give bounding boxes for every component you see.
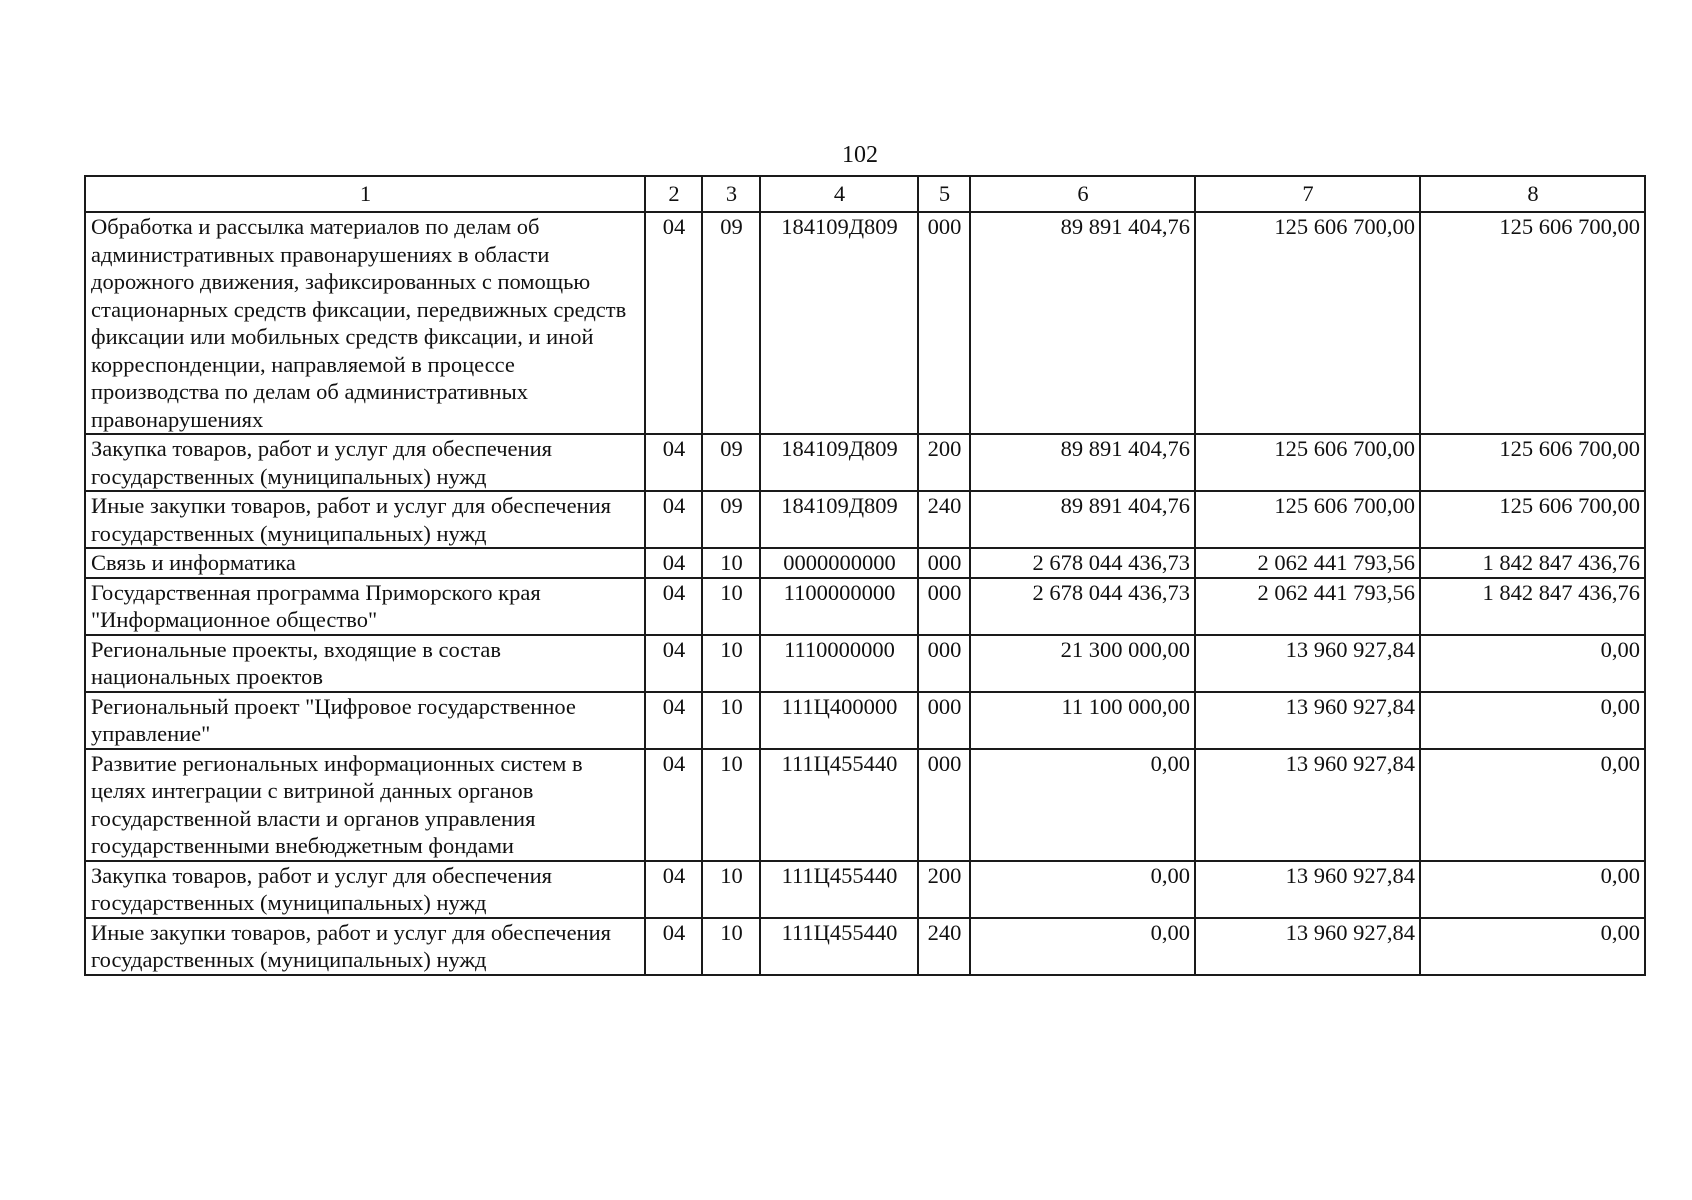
expense-type-cell: 200 <box>918 434 970 491</box>
page-number: 102 <box>842 142 878 168</box>
table-row <box>85 635 1645 692</box>
amount-cell: 89 891 404,76 <box>970 212 1195 434</box>
expense-type-cell: 000 <box>918 212 970 434</box>
target-article-cell: 184109Д809 <box>760 491 918 548</box>
amount-cell: 125 606 700,00 <box>1420 212 1645 434</box>
amount-cell: 13 960 927,84 <box>1195 749 1420 861</box>
expense-type-cell: 200 <box>918 861 970 918</box>
table-row <box>85 749 1645 861</box>
amount-cell: 2 062 441 793,56 <box>1195 578 1420 635</box>
expense-type-cell: 000 <box>918 578 970 635</box>
column-header: 7 <box>1195 176 1420 212</box>
row-name-cell: Развитие региональных информационных систем в целях интеграции с витриной данных органов государственной власти и органов управления государственными внебюджетным фондами <box>85 749 645 861</box>
target-article-cell: 184109Д809 <box>760 212 918 434</box>
section-code-cell: 04 <box>645 434 702 491</box>
amount-cell: 0,00 <box>1420 635 1645 692</box>
row-name-cell: Закупка товаров, работ и услуг для обеспечения государственных (муниципальных) нужд <box>85 434 645 491</box>
row-name-cell: Региональные проекты, входящие в состав национальных проектов <box>85 635 645 692</box>
column-header: 6 <box>970 176 1195 212</box>
table-row <box>85 578 1645 635</box>
amount-cell: 1 842 847 436,76 <box>1420 578 1645 635</box>
section-code-cell: 04 <box>645 548 702 578</box>
amount-cell: 0,00 <box>1420 692 1645 749</box>
expense-type-cell: 000 <box>918 692 970 749</box>
target-article-cell: 111Ц400000 <box>760 692 918 749</box>
amount-cell: 125 606 700,00 <box>1195 434 1420 491</box>
amount-cell: 0,00 <box>1420 749 1645 861</box>
amount-cell: 89 891 404,76 <box>970 434 1195 491</box>
amount-cell: 125 606 700,00 <box>1420 434 1645 491</box>
section-code-cell: 04 <box>645 578 702 635</box>
amount-cell: 2 678 044 436,73 <box>970 578 1195 635</box>
expense-type-cell: 000 <box>918 749 970 861</box>
table-row <box>85 918 1645 975</box>
subsection-code-cell: 10 <box>702 635 760 692</box>
subsection-code-cell: 10 <box>702 548 760 578</box>
subsection-code-cell: 10 <box>702 692 760 749</box>
table-row <box>85 491 1645 548</box>
table-body <box>85 212 1645 975</box>
section-code-cell: 04 <box>645 491 702 548</box>
expense-type-cell: 000 <box>918 548 970 578</box>
amount-cell: 0,00 <box>970 918 1195 975</box>
row-name-cell: Обработка и рассылка материалов по делам об административных правонарушениях в области дорожного движения, зафиксированных с помощью стационарных средств фиксации, передвижных средств фиксации или мобильных средств фиксации, и иной корреспонденции, направляемой в процессе производства по делам об административных правонарушениях <box>85 212 645 434</box>
section-code-cell: 04 <box>645 635 702 692</box>
section-code-cell: 04 <box>645 861 702 918</box>
amount-cell: 0,00 <box>1420 861 1645 918</box>
row-name-cell: Связь и информатика <box>85 548 645 578</box>
target-article-cell: 184109Д809 <box>760 434 918 491</box>
target-article-cell: 0000000000 <box>760 548 918 578</box>
amount-cell: 21 300 000,00 <box>970 635 1195 692</box>
target-article-cell: 111Ц455440 <box>760 749 918 861</box>
subsection-code-cell: 10 <box>702 749 760 861</box>
amount-cell: 13 960 927,84 <box>1195 918 1420 975</box>
expense-type-cell: 240 <box>918 491 970 548</box>
column-header: 8 <box>1420 176 1645 212</box>
column-header: 5 <box>918 176 970 212</box>
section-code-cell: 04 <box>645 212 702 434</box>
row-name-cell: Региональный проект "Цифровое государственное управление" <box>85 692 645 749</box>
table-row <box>85 548 1645 578</box>
amount-cell: 125 606 700,00 <box>1420 491 1645 548</box>
row-name-cell: Государственная программа Приморского края "Информационное общество" <box>85 578 645 635</box>
amount-cell: 0,00 <box>970 749 1195 861</box>
target-article-cell: 111Ц455440 <box>760 918 918 975</box>
row-name-cell: Иные закупки товаров, работ и услуг для обеспечения государственных (муниципальных) нужд <box>85 918 645 975</box>
amount-cell: 125 606 700,00 <box>1195 212 1420 434</box>
subsection-code-cell: 10 <box>702 578 760 635</box>
expense-type-cell: 240 <box>918 918 970 975</box>
amount-cell: 2 678 044 436,73 <box>970 548 1195 578</box>
amount-cell: 1 842 847 436,76 <box>1420 548 1645 578</box>
amount-cell: 2 062 441 793,56 <box>1195 548 1420 578</box>
subsection-code-cell: 09 <box>702 212 760 434</box>
amount-cell: 0,00 <box>970 861 1195 918</box>
table-row <box>85 692 1645 749</box>
target-article-cell: 1100000000 <box>760 578 918 635</box>
subsection-code-cell: 09 <box>702 491 760 548</box>
column-number-row <box>85 176 1645 212</box>
table-row <box>85 861 1645 918</box>
target-article-cell: 1110000000 <box>760 635 918 692</box>
table-row <box>85 434 1645 491</box>
row-name-cell: Иные закупки товаров, работ и услуг для обеспечения государственных (муниципальных) нужд <box>85 491 645 548</box>
table-row <box>85 212 1645 434</box>
subsection-code-cell: 09 <box>702 434 760 491</box>
amount-cell: 125 606 700,00 <box>1195 491 1420 548</box>
column-header: 2 <box>645 176 702 212</box>
expense-type-cell: 000 <box>918 635 970 692</box>
column-header: 4 <box>760 176 918 212</box>
column-header: 3 <box>702 176 760 212</box>
budget-table <box>84 175 1646 976</box>
row-name-cell: Закупка товаров, работ и услуг для обеспечения государственных (муниципальных) нужд <box>85 861 645 918</box>
subsection-code-cell: 10 <box>702 861 760 918</box>
amount-cell: 13 960 927,84 <box>1195 861 1420 918</box>
target-article-cell: 111Ц455440 <box>760 861 918 918</box>
section-code-cell: 04 <box>645 749 702 861</box>
amount-cell: 13 960 927,84 <box>1195 635 1420 692</box>
amount-cell: 13 960 927,84 <box>1195 692 1420 749</box>
amount-cell: 11 100 000,00 <box>970 692 1195 749</box>
section-code-cell: 04 <box>645 692 702 749</box>
column-header: 1 <box>85 176 645 212</box>
subsection-code-cell: 10 <box>702 918 760 975</box>
section-code-cell: 04 <box>645 918 702 975</box>
amount-cell: 89 891 404,76 <box>970 491 1195 548</box>
amount-cell: 0,00 <box>1420 918 1645 975</box>
